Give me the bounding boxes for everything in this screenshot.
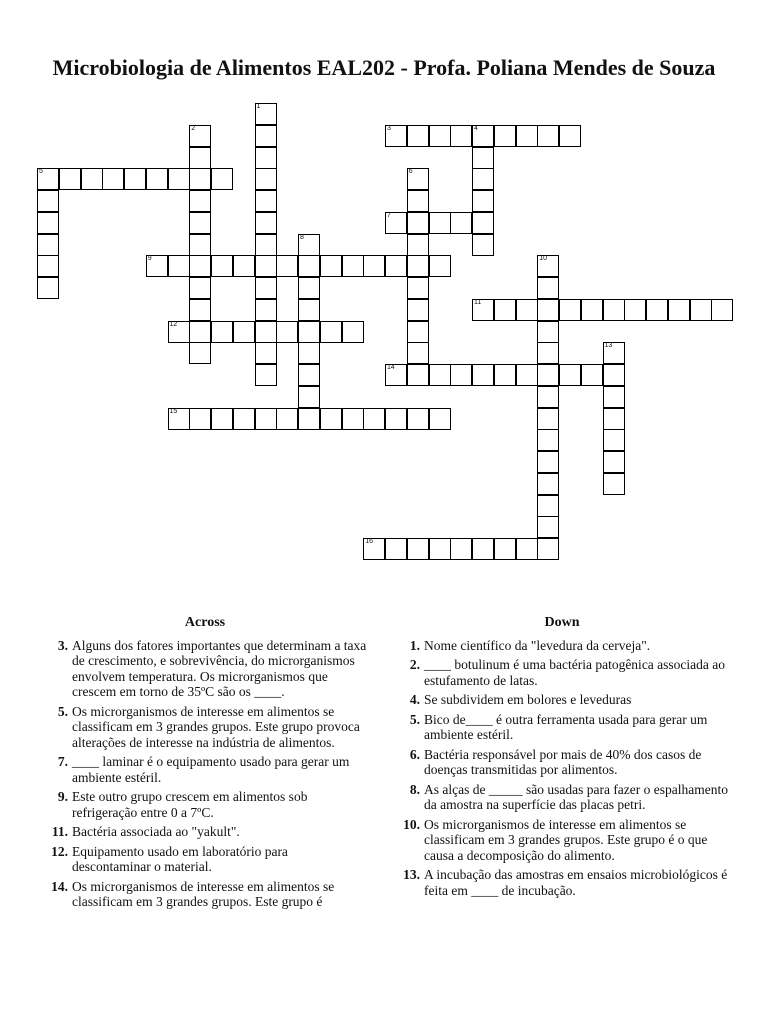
clue-text: ____ botulinum é uma bactéria patogênica associada ao estufamento de latas. — [424, 657, 726, 688]
crossword-cell[interactable] — [537, 538, 559, 560]
crossword-cell[interactable] — [298, 277, 320, 299]
crossword-cell[interactable] — [559, 125, 581, 147]
crossword-cell[interactable] — [342, 321, 364, 343]
crossword-cell[interactable] — [407, 342, 429, 364]
crossword-cell[interactable] — [537, 255, 559, 277]
crossword-cell[interactable] — [537, 321, 559, 343]
clue-text: Bactéria responsável por mais de 40% dos casos de doenças transmitidas por alimentos. — [424, 746, 702, 777]
crossword-cell[interactable] — [189, 147, 211, 169]
clue-number: 11 — [474, 298, 482, 306]
clue-number: 13 — [604, 342, 613, 350]
crossword-cell[interactable] — [559, 299, 581, 321]
crossword-cell[interactable] — [450, 125, 472, 147]
crossword-cell[interactable] — [429, 408, 451, 430]
down-clue — [392, 747, 732, 778]
crossword-cell[interactable] — [537, 451, 559, 473]
across-clue — [40, 879, 370, 910]
crossword-cell[interactable] — [189, 299, 211, 321]
clue-text: Os microrganismos de interesse em alimentos se classificam em 3 grandes grupos. Este grupo é — [72, 878, 335, 909]
crossword-cell[interactable] — [516, 538, 538, 560]
clue-number-label: 10. — [403, 816, 420, 832]
clue-text: ____ laminar é o equipamento usado para gerar um ambiente estéril. — [72, 754, 350, 785]
crossword-cell[interactable] — [255, 125, 277, 147]
crossword-cell[interactable] — [363, 255, 385, 277]
crossword-cell[interactable] — [472, 147, 494, 169]
crossword-cell[interactable] — [646, 299, 668, 321]
clue-number-label: 2. — [409, 657, 420, 672]
crossword-cell[interactable] — [407, 277, 429, 299]
down-clue — [392, 867, 732, 898]
clue-number: 16 — [365, 538, 374, 545]
crossword-cell[interactable] — [472, 364, 494, 386]
crossword-cell[interactable] — [342, 408, 364, 430]
crossword-cell[interactable] — [255, 212, 277, 234]
clue-number-label: 4. — [409, 692, 420, 707]
clue-number-label: 1. — [409, 637, 420, 653]
across-clue — [40, 789, 370, 820]
crossword-cell[interactable] — [429, 538, 451, 560]
crossword-cell[interactable] — [581, 364, 603, 386]
crossword-cell[interactable] — [494, 299, 516, 321]
crossword-cell[interactable] — [603, 342, 625, 364]
crossword-cell[interactable] — [603, 386, 625, 408]
crossword-cell[interactable] — [537, 473, 559, 495]
crossword-cell[interactable] — [233, 321, 255, 343]
crossword-cell[interactable] — [450, 538, 472, 560]
clue-number: 1 — [256, 103, 261, 110]
crossword-cell[interactable] — [603, 364, 625, 386]
clue-number-label: 5. — [57, 703, 68, 719]
crossword-cell[interactable] — [255, 342, 277, 364]
crossword-cell[interactable] — [537, 429, 559, 451]
crossword-cell[interactable] — [407, 125, 429, 147]
crossword-cell[interactable] — [255, 190, 277, 212]
crossword-cell[interactable] — [407, 212, 429, 234]
down-heading: Down — [544, 615, 580, 630]
page-title: Microbiologia de Alimentos EAL202 - Profa. Poliana Mendes de Souza — [52, 55, 716, 80]
crossword-cell[interactable] — [472, 168, 494, 190]
crossword-cell[interactable] — [385, 364, 407, 386]
crossword-cell[interactable] — [342, 255, 364, 277]
crossword-cell[interactable] — [537, 125, 559, 147]
across-clue — [40, 638, 370, 700]
crossword-cell[interactable] — [124, 168, 146, 190]
clue-text: Este outro grupo crescem em alimentos sob refrigeração entre 0 a 7ºC. — [72, 789, 308, 820]
crossword-cell[interactable] — [59, 168, 81, 190]
crossword-cell[interactable] — [429, 364, 451, 386]
crossword-cell[interactable] — [450, 212, 472, 234]
crossword-cell[interactable] — [189, 342, 211, 364]
crossword-cell[interactable] — [255, 168, 277, 190]
crossword-cell[interactable] — [276, 408, 298, 430]
crossword-cell[interactable] — [429, 212, 451, 234]
crossword-cell[interactable] — [211, 408, 233, 430]
clue-number: 10 — [539, 255, 548, 263]
crossword-cell[interactable] — [537, 408, 559, 430]
crossword-cell[interactable] — [298, 364, 320, 386]
crossword-cell[interactable] — [407, 364, 429, 386]
crossword-cell[interactable] — [298, 299, 320, 321]
crossword-cell[interactable] — [668, 299, 690, 321]
crossword-cell[interactable] — [189, 212, 211, 234]
crossword-cell[interactable] — [472, 212, 494, 234]
clue-number: 2 — [191, 124, 196, 132]
crossword-cell[interactable] — [407, 538, 429, 560]
crossword-cell[interactable] — [320, 321, 342, 343]
clue-text: As alças de _____ são usadas para fazer o espalhamento da amostra na superfície das placas petri. — [424, 781, 729, 812]
crossword-cell[interactable] — [407, 255, 429, 277]
clue-number-label: 5. — [409, 711, 420, 727]
clue-text: Os microrganismos de interesse em alimentos se classificam em 3 grandes grupos. Este grupo provoca alterações de interesse na indústria de alimentos. — [72, 703, 360, 750]
crossword-cell[interactable] — [276, 255, 298, 277]
crossword-cell[interactable] — [516, 125, 538, 147]
crossword-cell[interactable] — [472, 234, 494, 256]
crossword-cell[interactable] — [537, 516, 559, 538]
clue-number-label: 12. — [51, 843, 68, 859]
crossword-cell[interactable] — [233, 408, 255, 430]
crossword-cell[interactable] — [37, 190, 59, 212]
crossword-cell[interactable] — [189, 125, 211, 147]
crossword-cell[interactable] — [189, 277, 211, 299]
clue-text: Bactéria associada ao "yakult". — [72, 824, 240, 839]
crossword-cell[interactable] — [603, 408, 625, 430]
crossword-cell[interactable] — [429, 125, 451, 147]
crossword-cell[interactable] — [472, 299, 494, 321]
crossword-cell[interactable] — [211, 255, 233, 277]
crossword-cell[interactable] — [711, 299, 733, 321]
crossword-cell[interactable] — [168, 408, 190, 430]
crossword-cell[interactable] — [516, 299, 538, 321]
clue-number-label: 7. — [57, 754, 68, 769]
crossword-cell[interactable] — [472, 538, 494, 560]
clue-text: Equipamento usado em laboratório para descontaminar o material. — [72, 843, 288, 874]
crossword-cell[interactable] — [472, 190, 494, 212]
down-clue — [392, 692, 732, 708]
crossword-cell[interactable] — [189, 408, 211, 430]
crossword-cell[interactable] — [494, 538, 516, 560]
clue-text: Os microrganismos de interesse em alimentos se classificam em 3 grandes grupos. Este grupo é o que causa a decomposição do alimento. — [424, 816, 708, 863]
crossword-cell[interactable] — [255, 364, 277, 386]
clue-number: 9 — [147, 255, 152, 263]
crossword-cell[interactable] — [189, 190, 211, 212]
across-clue — [40, 754, 370, 785]
crossword-cell[interactable] — [537, 364, 559, 386]
crossword-cell[interactable] — [385, 212, 407, 234]
crossword-cell[interactable] — [407, 321, 429, 343]
crossword-cell[interactable] — [37, 168, 59, 190]
across-clue — [40, 824, 370, 840]
clue-number-label: 6. — [409, 746, 420, 762]
crossword-cell[interactable] — [516, 364, 538, 386]
down-clue — [392, 657, 732, 688]
down-clue — [392, 782, 732, 813]
crossword-cell[interactable] — [363, 408, 385, 430]
clue-number: 15 — [169, 407, 178, 415]
crossword-cell[interactable] — [494, 364, 516, 386]
crossword-cell[interactable] — [255, 408, 277, 430]
crossword-cell[interactable] — [189, 255, 211, 277]
clue-number-label: 14. — [51, 878, 68, 894]
crossword-cell[interactable] — [81, 168, 103, 190]
crossword-cell[interactable] — [298, 234, 320, 256]
crossword-cell[interactable] — [37, 234, 59, 256]
crossword-cell[interactable] — [494, 125, 516, 147]
crossword-cell[interactable] — [537, 277, 559, 299]
crossword-cell[interactable] — [407, 168, 429, 190]
clue-number: 12 — [169, 320, 178, 328]
crossword-cell[interactable] — [211, 168, 233, 190]
crossword-cell[interactable] — [385, 408, 407, 430]
crossword-cell[interactable] — [146, 255, 168, 277]
clue-text: Alguns dos fatores importantes que determinam a taxa de crescimento, e sobrevivência, do microrganismos envolvem temperatura. Os microrganismos que crescem em torno de 35ºC são os ____. — [72, 637, 367, 699]
crossword-cell[interactable] — [211, 321, 233, 343]
crossword-cell[interactable] — [537, 495, 559, 517]
crossword-cell[interactable] — [407, 190, 429, 212]
crossword-cell[interactable] — [624, 299, 646, 321]
crossword-cell[interactable] — [298, 342, 320, 364]
crossword-cell[interactable] — [603, 473, 625, 495]
crossword-cell[interactable] — [320, 255, 342, 277]
crossword-cell[interactable] — [298, 321, 320, 343]
clue-number: 5 — [39, 168, 43, 176]
crossword-cell[interactable] — [255, 147, 277, 169]
crossword-cell[interactable] — [407, 299, 429, 321]
crossword-cell[interactable] — [189, 234, 211, 256]
crossword-cell[interactable] — [537, 342, 559, 364]
crossword-cell[interactable] — [298, 408, 320, 430]
crossword-cell[interactable] — [146, 168, 168, 190]
crossword-cell[interactable] — [255, 255, 277, 277]
across-clue — [40, 844, 370, 875]
crossword-cell[interactable] — [102, 168, 124, 190]
crossword-cell[interactable] — [255, 103, 277, 125]
crossword-cell[interactable] — [298, 255, 320, 277]
crossword-cell[interactable] — [168, 321, 190, 343]
crossword-cell[interactable] — [450, 364, 472, 386]
across-clues — [40, 615, 370, 914]
crossword-cell[interactable] — [385, 125, 407, 147]
clue-number-label: 8. — [409, 781, 420, 797]
clue-number-label: 11. — [51, 824, 68, 839]
crossword-cell[interactable] — [168, 168, 190, 190]
crossword-cell[interactable] — [37, 255, 59, 277]
clue-number: 3 — [387, 124, 391, 132]
crossword-cell[interactable] — [37, 277, 59, 299]
crossword-cell[interactable] — [603, 451, 625, 473]
across-heading: Across — [184, 615, 226, 630]
crossword-cell[interactable] — [320, 408, 342, 430]
crossword-cell[interactable] — [276, 321, 298, 343]
clue-text: A incubação das amostras em ensaios microbiológicos é feita em ____ de incubação. — [424, 867, 728, 898]
clue-number: 14 — [387, 364, 395, 371]
crossword-cell[interactable] — [255, 299, 277, 321]
crossword-cell[interactable] — [537, 386, 559, 408]
crossword-cell[interactable] — [537, 299, 559, 321]
crossword-cell[interactable] — [603, 429, 625, 451]
crossword-cell[interactable] — [385, 255, 407, 277]
clue-number-label: 9. — [57, 789, 68, 804]
across-clue — [40, 704, 370, 751]
crossword-cell[interactable] — [559, 364, 581, 386]
crossword-cell[interactable] — [407, 234, 429, 256]
clue-number-label: 3. — [57, 637, 68, 653]
clue-text: Bico de____ é outra ferramenta usada para gerar um ambiente estéril. — [424, 711, 708, 742]
crossword-cell[interactable] — [298, 386, 320, 408]
clue-number: 8 — [300, 233, 304, 241]
crossword-cell[interactable] — [255, 321, 277, 343]
crossword-cell[interactable] — [407, 408, 429, 430]
down-clue — [392, 712, 732, 743]
crossword-cell[interactable] — [255, 277, 277, 299]
crossword-cell[interactable] — [37, 212, 59, 234]
crossword-cell[interactable] — [472, 125, 494, 147]
crossword-cell[interactable] — [603, 299, 625, 321]
crossword-cell[interactable] — [189, 168, 211, 190]
down-clues — [392, 615, 732, 902]
down-clue — [392, 817, 732, 864]
crossword-cell[interactable] — [189, 321, 211, 343]
clue-text: Nome científico da "levedura da cerveja". — [424, 637, 651, 653]
clue-text: Se subdividem em bolores e leveduras — [424, 692, 632, 707]
clue-number: 6 — [408, 168, 413, 176]
crossword-cell[interactable] — [429, 255, 451, 277]
clue-number: 7 — [387, 211, 391, 219]
crossword-cell[interactable] — [255, 234, 277, 256]
crossword-cell[interactable] — [581, 299, 603, 321]
crossword-cell[interactable] — [233, 255, 255, 277]
crossword-cell[interactable] — [168, 255, 190, 277]
crossword-cell[interactable] — [363, 538, 385, 560]
down-clue — [392, 638, 732, 654]
clue-number: 4 — [474, 124, 478, 132]
crossword-cell[interactable] — [690, 299, 712, 321]
clue-number-label: 13. — [403, 867, 420, 882]
crossword-cell[interactable] — [385, 538, 407, 560]
